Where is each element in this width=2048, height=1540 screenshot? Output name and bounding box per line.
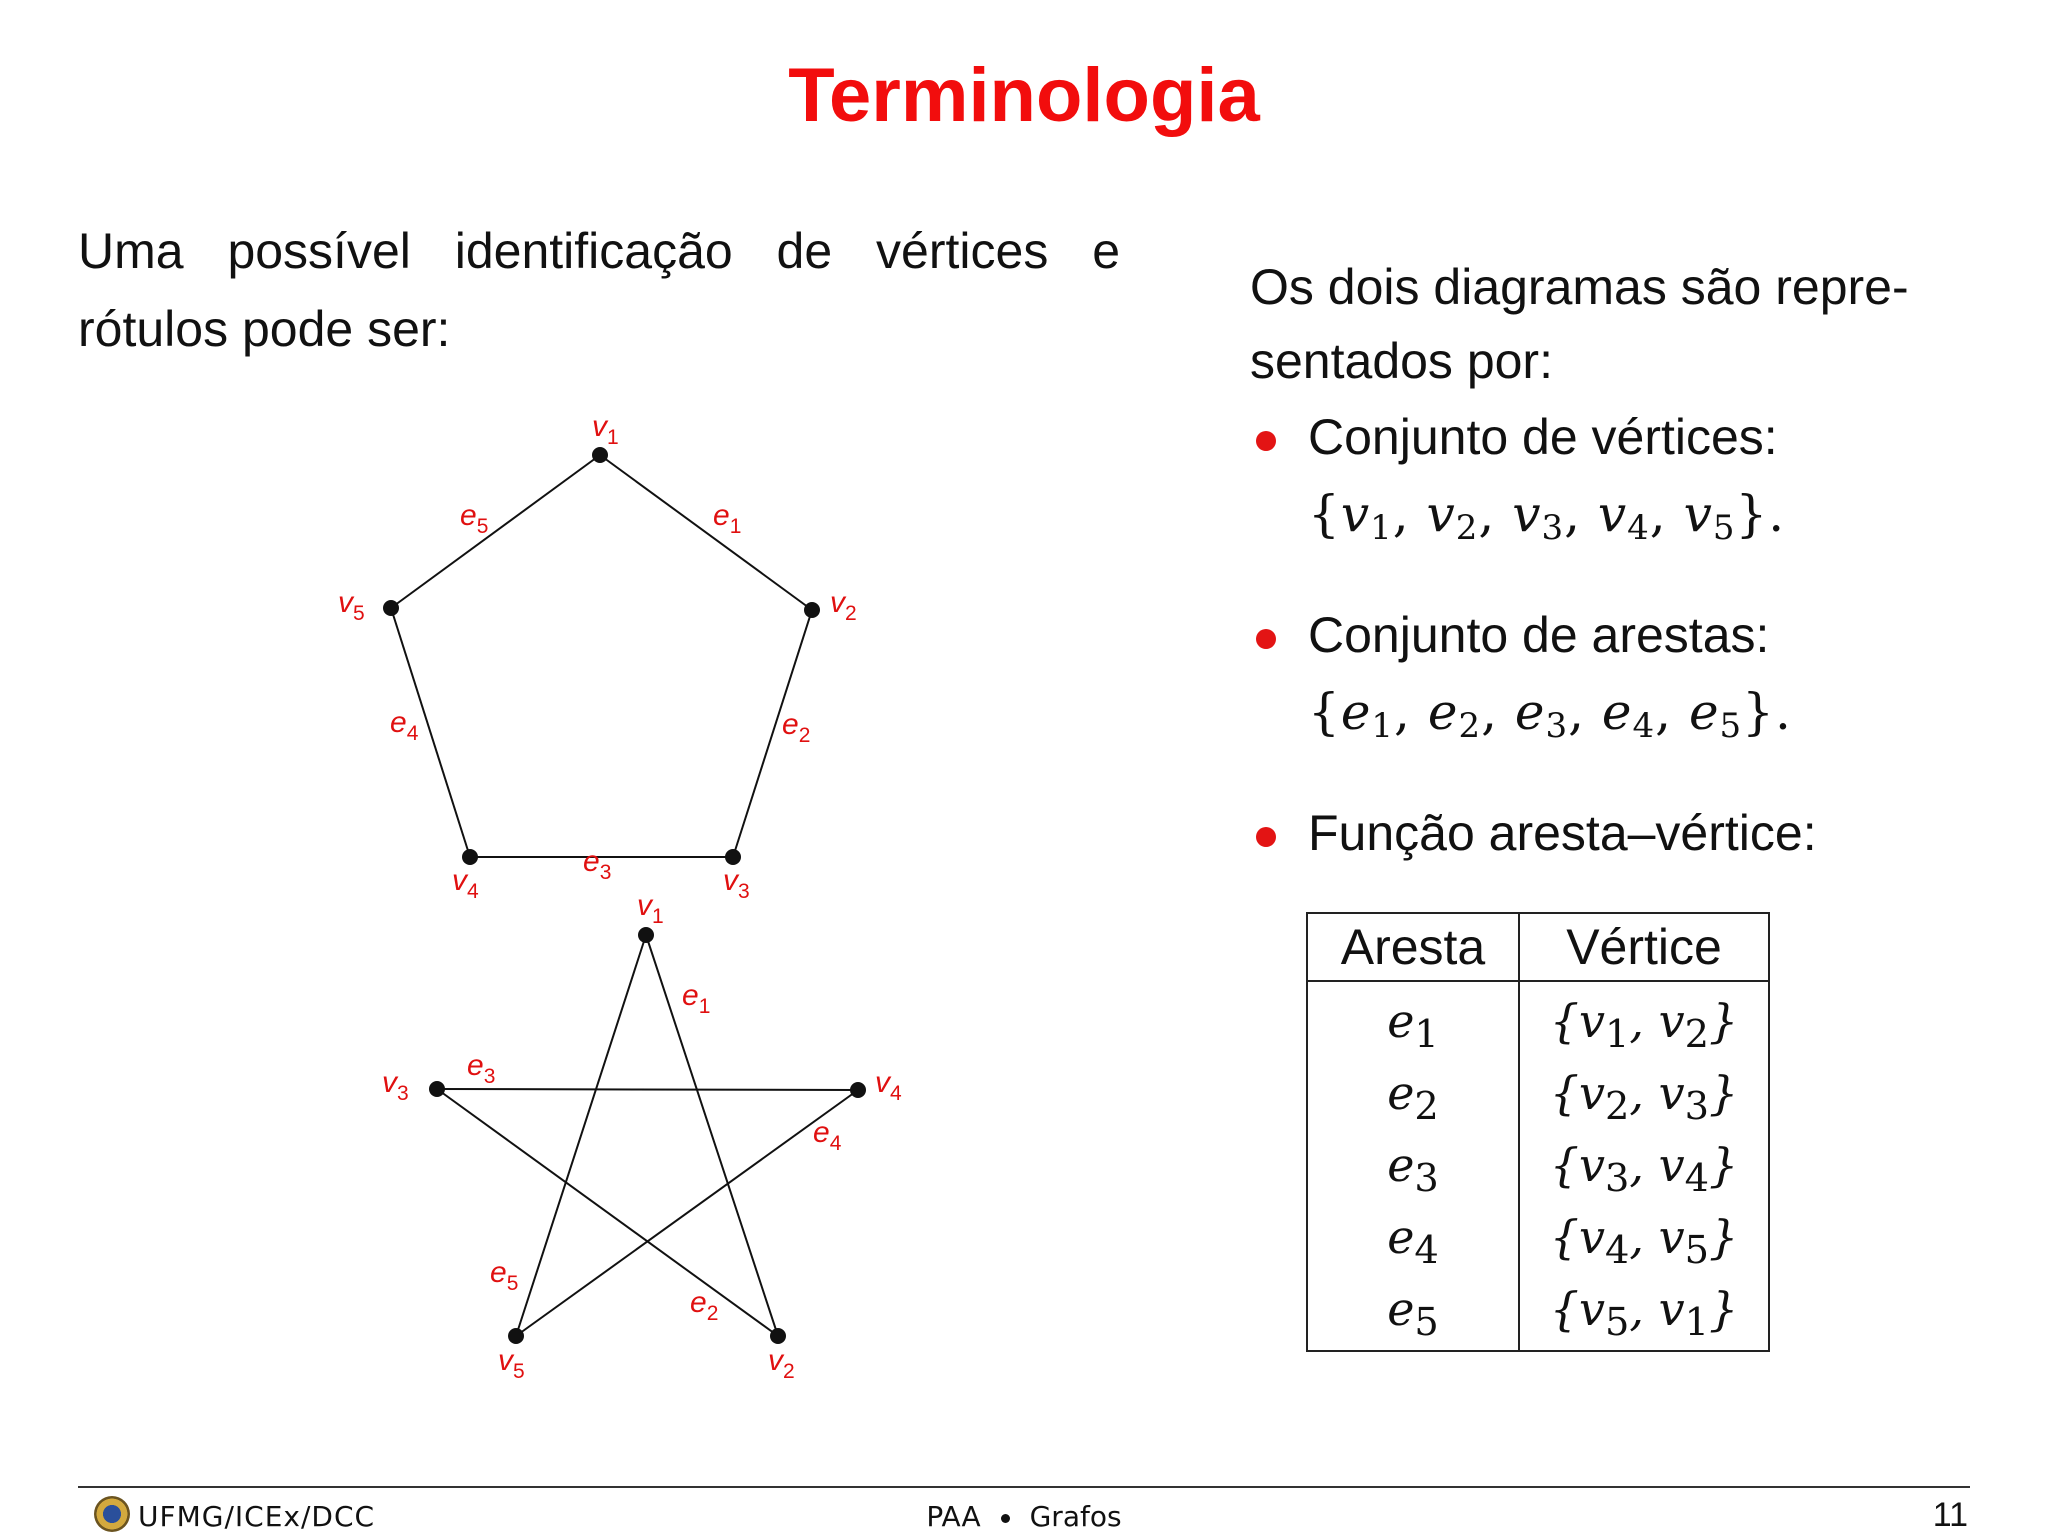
table-cell-edge: $e_4$ — [1307, 1206, 1519, 1278]
table-header-aresta: Aresta — [1307, 913, 1519, 981]
star-edge-e2 — [437, 1089, 778, 1336]
star-edge-e5 — [516, 935, 646, 1336]
pentagon-vertex-v4 — [462, 849, 478, 865]
star-label-e5: $e_5$ — [490, 1256, 519, 1295]
table-cell-vertices: {$v_4$, $v_5$} — [1549, 1210, 1739, 1274]
edge-set-expression: {$e_1$, $e_2$, $e_3$, $e_4$, $e_5$}. — [1308, 683, 1792, 746]
footer — [0, 1494, 2048, 1538]
table-cell-vertices: {$v_5$, $v_1$} — [1549, 1282, 1739, 1346]
table-cell-edge: $e_5$ — [1307, 1278, 1519, 1351]
bullet-dot-icon — [1256, 827, 1276, 847]
footer-institution: UFMG/ICEx/DCC — [138, 1500, 376, 1533]
bullet-edge-vertex-function — [1250, 796, 1980, 870]
star-vertex-v3 — [429, 1081, 445, 1097]
table-row — [1307, 1278, 1769, 1351]
pentagon-vertex-v1 — [592, 447, 608, 463]
star-edge-e3 — [437, 1089, 858, 1090]
table-cell-vertices: {$v_3$, $v_4$} — [1549, 1138, 1739, 1202]
table-header-vertice: Vértice — [1519, 913, 1769, 981]
star-label-v1: $v_1$ — [637, 889, 664, 928]
bullet-dot-icon — [1256, 431, 1276, 451]
pentagon-label-e2: $e_2$ — [782, 708, 811, 747]
bullet-label: Conjunto de vértices: — [1308, 409, 1778, 465]
bullet-dot-icon — [1256, 629, 1276, 649]
right-column — [1250, 250, 1980, 870]
table-cell-vertices: {$v_1$, $v_2$} — [1549, 994, 1739, 1058]
bullet-label: Conjunto de arestas: — [1308, 607, 1770, 663]
star-label-e1: $e_1$ — [682, 979, 711, 1018]
left-paragraph: Uma possível identificação de vértices e rótulos pode ser: — [78, 223, 1120, 357]
table-row — [1307, 981, 1769, 1062]
table-row — [1307, 1206, 1769, 1278]
table-cell-edge: $e_2$ — [1307, 1062, 1519, 1134]
star-label-v2: $v_2$ — [768, 1344, 795, 1383]
table-cell-vertices: {$v_2$, $v_3$} — [1549, 1066, 1739, 1130]
vertex-set-expression: {$v_1$, $v_2$, $v_3$, $v_4$, $v_5$}. — [1308, 485, 1786, 548]
table-cell-edge: $e_3$ — [1307, 1134, 1519, 1206]
star-edge-e4 — [516, 1090, 858, 1336]
pentagon-label-e4: $e_4$ — [390, 706, 419, 745]
pentagon-label-e5: $e_5$ — [460, 499, 489, 538]
star-label-v3: $v_3$ — [382, 1066, 409, 1105]
right-intro-text: Os dois diagramas são repre- sentados por: — [1250, 259, 1909, 389]
star-label-v5: $v_5$ — [498, 1344, 525, 1383]
pentagon-vertex-v2 — [804, 602, 820, 618]
pentagon-label-v2: $v_2$ — [830, 586, 857, 625]
pentagon-label-e1: $e_1$ — [713, 499, 742, 538]
bullet-edge-set — [1250, 598, 1980, 766]
star-vertex-v5 — [508, 1328, 524, 1344]
star-label-e4: $e_4$ — [813, 1116, 842, 1155]
pentagon-edge-e1 — [600, 455, 812, 610]
star-label-v4: $v_4$ — [875, 1066, 902, 1105]
pentagon-vertex-v5 — [383, 600, 399, 616]
pentagon-label-e3: $e_3$ — [583, 845, 612, 884]
edge-vertex-table — [1306, 912, 1770, 1352]
pentagon-label-v1: $v_1$ — [592, 410, 619, 449]
bullet-label: Função aresta–vértice: — [1308, 805, 1817, 861]
pentagon-label-v3: $v_3$ — [723, 864, 750, 903]
footer-course-topic: PAA Grafos — [926, 1500, 1122, 1533]
page-number: 11 — [1932, 1496, 1968, 1534]
star-vertex-v1 — [638, 927, 654, 943]
table-row — [1307, 1134, 1769, 1206]
star-vertex-v4 — [850, 1082, 866, 1098]
pentagon-label-v4: $v_4$ — [452, 864, 479, 903]
star-label-e2: $e_2$ — [690, 1286, 719, 1325]
star-label-e3: $e_3$ — [467, 1049, 496, 1088]
slide-title: Terminologia — [788, 53, 1260, 138]
pentagon-label-v5: $v_5$ — [338, 586, 365, 625]
table-row — [1307, 1062, 1769, 1134]
bullet-separator-icon — [1001, 1514, 1010, 1523]
footer-divider — [78, 1486, 1970, 1488]
pentagon-vertex-v3 — [725, 849, 741, 865]
pentagon-graph — [391, 455, 812, 857]
table-cell-edge: $e_1$ — [1307, 981, 1519, 1062]
star-vertex-v2 — [770, 1328, 786, 1344]
bullet-vertex-set — [1250, 400, 1980, 568]
pentagon-edge-e5 — [391, 455, 600, 608]
star-edge-e1 — [646, 935, 778, 1336]
